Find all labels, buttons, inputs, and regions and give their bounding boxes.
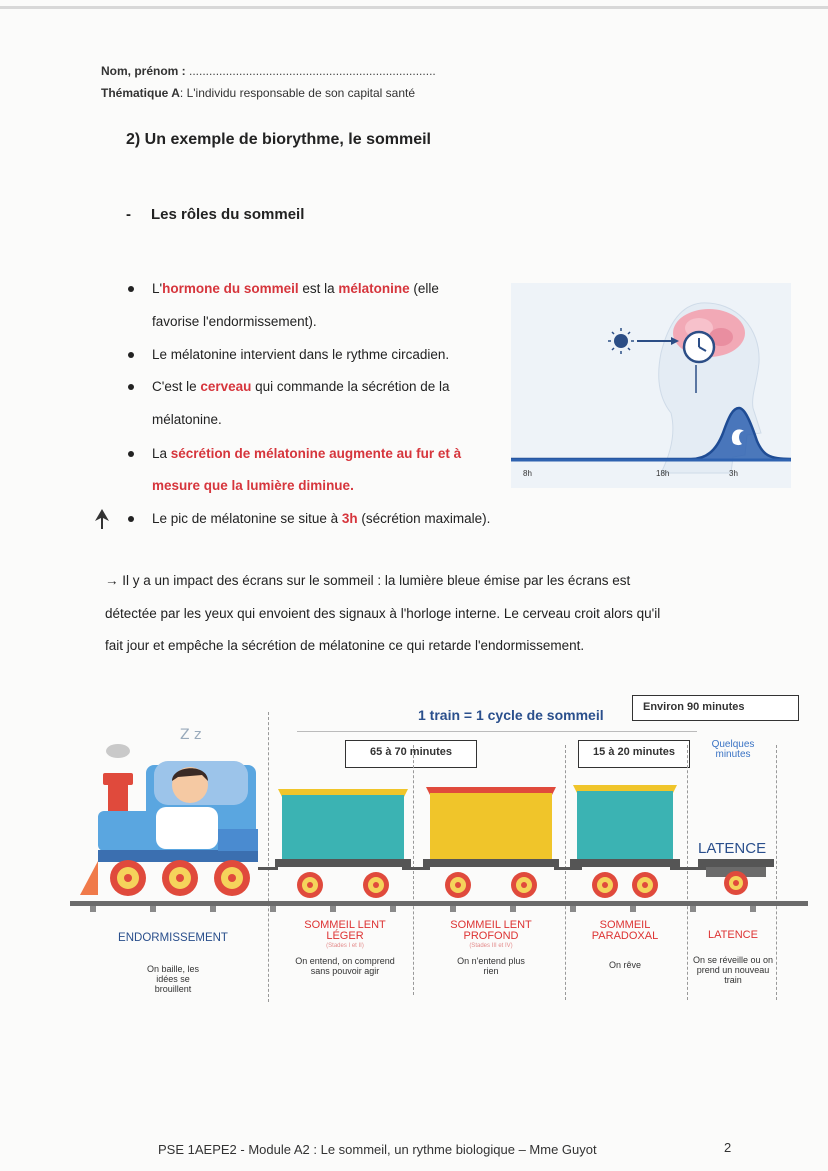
wagon-paradoxal-sleep [570,785,680,898]
zz-text: Z z [180,727,202,743]
page-number: 2 [724,1140,732,1155]
cursor-arrow-icon [92,505,112,531]
stage-desc: On baille, les idées se brouillent [146,964,200,994]
stage-small: (Stades III et IV) [469,943,513,949]
section-title: 2) Un exemple de biorythme, le sommeil [126,131,431,148]
time-label-3h: 3h [729,469,738,478]
stage-title: SOMMEIL PARADOXAL [591,919,659,942]
bullet-1: L'hormone du sommeil est la mélatonine (elle [152,281,439,296]
bullet-dot [128,352,134,358]
screens-line-3: fait jour et empêche la sécrétion de mélatonine ce qui retarde l'endormissement. [105,638,585,653]
latence-sign: LATENCE [698,840,767,857]
stage-title: SOMMEIL LENT PROFOND [450,919,532,942]
duration-light-deep: 65 à 70 minutes [345,740,477,768]
stage-desc: On se réveille ou on prend un nouveau train [692,955,774,985]
theme-text: : L'individu responsable de son capital santé [179,86,416,100]
time-label-8h: 8h [523,469,532,478]
theme-line [101,86,415,100]
bullet-4: La sécrétion de mélatonine augmente au fur et à [152,446,462,461]
bullet-dot [128,286,134,292]
name-dots: .......................................................................... [189,64,436,78]
environ-duration-box: Environ 90 minutes [632,695,799,721]
stage-small: (Stades I et II) [326,943,364,949]
stage-title: SOMMEIL LENT LÉGER [304,919,386,942]
stage-title: LATENCE [708,929,758,941]
time-label-18h: 18h [656,469,670,478]
stage-desc: On rêve [608,960,641,970]
wagon-latence [698,859,774,895]
wagon-deep-sleep [423,787,559,898]
top-edge-line [0,6,828,9]
stage-endormissement [108,933,238,994]
stage-lent-profond [441,920,541,976]
stage-lent-leger [295,920,395,976]
footer-text: PSE 1AEPE2 - Module A2 : Le sommeil, un rythme biologique – Mme Guyot [158,1142,597,1157]
screens-line-2: détectée par les yeux qui envoient des signaux à l'horloge interne. Le cerveau croit alors qu'il [105,606,661,621]
name-line [101,64,436,78]
train-cycle-title: 1 train = 1 cycle de sommeil [418,707,604,723]
bullet-dot [128,384,134,390]
melatonin-illustration [511,283,791,488]
bullet-dot [128,451,134,457]
locomotive-wheels [110,860,250,896]
bullet-2: Le mélatonine intervient dans le rythme circadien. [152,347,450,362]
name-label: Nom, prénom : [101,64,186,78]
wagon-light-sleep [275,789,411,898]
sleep-train-illustration [70,725,815,915]
bullet-5: Le pic de mélatonine se situe à 3h (sécrétion maximale). [152,511,491,526]
bullet-1-line2: favorise l'endormissement). [152,314,317,329]
subsection-dash: - [126,206,131,223]
stage-desc: On n'entend plus rien [457,956,525,976]
stage-title: ENDORMISSEMENT [118,932,228,944]
stage-latence [690,930,776,985]
sun-icon [614,334,628,348]
theme-label: Thématique A [101,86,180,100]
bullet-4-line2: mesure que la lumière diminue. [152,478,354,493]
subsection-title: Les rôles du sommeil [151,206,305,223]
duration-paradoxal: 15 à 20 minutes [578,740,690,768]
bullet-dot [128,516,134,522]
bullet-3: C'est le cerveau qui commande la sécrétion de la [152,379,450,394]
stage-paradoxal [580,920,670,970]
duration-latence: Quelques minutes [711,739,755,760]
screens-line-1: → Il y a un impact des écrans sur le sommeil : la lumière bleue émise par les écrans est [105,573,631,588]
stage-desc: On entend, on comprend sans pouvoir agir [295,956,395,976]
bullet-3-line2: mélatonine. [152,412,222,427]
